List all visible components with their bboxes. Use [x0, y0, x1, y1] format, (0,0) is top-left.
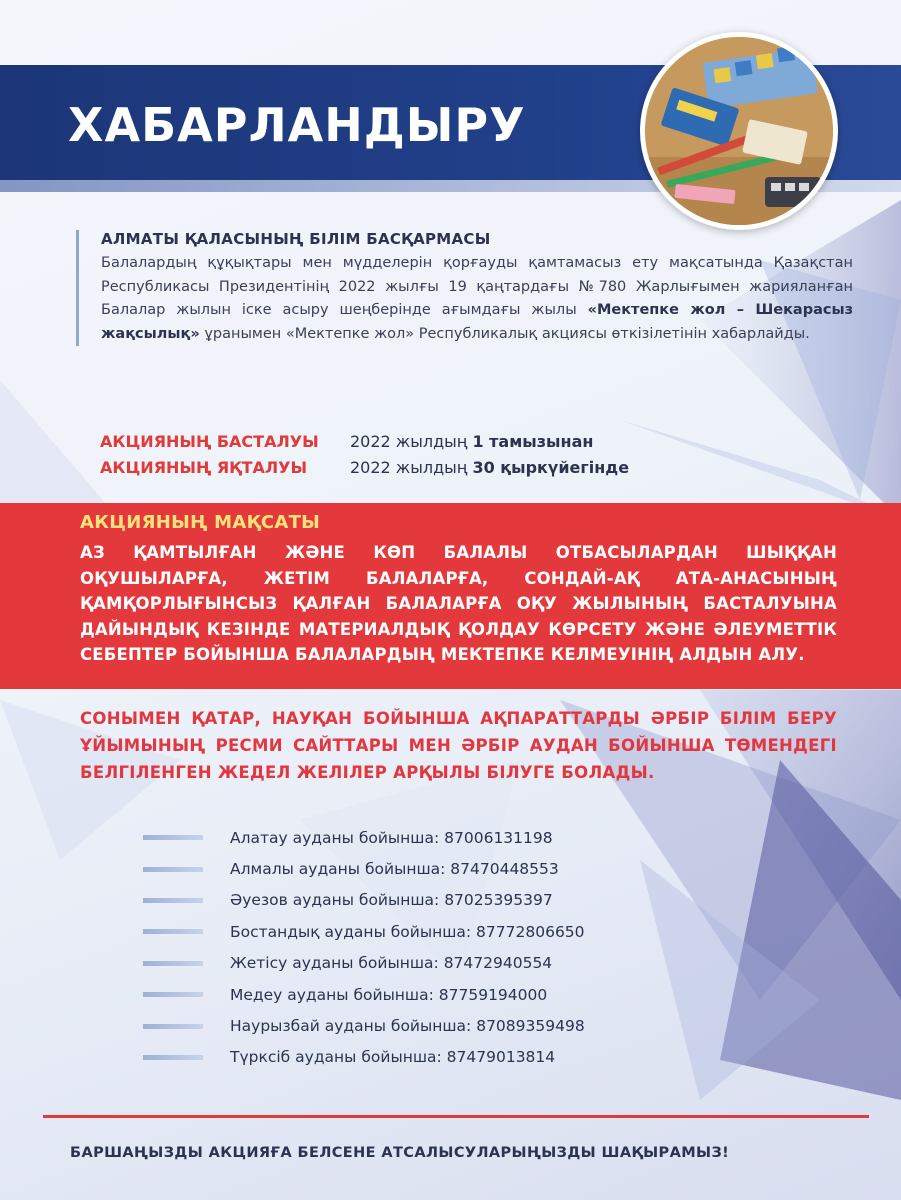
end-date-prefix: 2022 жылдың: [350, 457, 473, 477]
hotline-text: Бостандық ауданы бойынша: 87772806650: [230, 922, 585, 941]
end-date-row: [100, 454, 629, 480]
start-date-prefix: 2022 жылдың: [350, 431, 473, 451]
start-date-label: АКЦИЯНЫҢ БАСТАЛУЫ: [100, 431, 319, 451]
end-date-label: АКЦИЯНЫҢ ЯҚТАЛУЫ: [100, 457, 308, 477]
goal-title: АКЦИЯНЫҢ МАҚСАТЫ: [80, 512, 321, 533]
footer-invitation: БАРШАҢЫЗДЫ АКЦИЯҒА БЕЛСЕНЕ АТСАЛЫСУЛАРЫҢЫЗДЫ ШАҚЫРАМЫЗ!: [70, 1145, 730, 1161]
hotline-text: Алмалы ауданы бойынша: 87470448553: [230, 860, 559, 879]
hotline-list: [143, 822, 585, 1073]
action-dates: [100, 428, 629, 480]
hotline-text: Әуезов ауданы бойынша: 87025395397: [230, 891, 553, 910]
hotline-text: Медеу ауданы бойынша: 87759194000: [230, 985, 548, 1004]
school-supplies-illustration: [645, 37, 833, 225]
start-date-bold: 1 тамызынан: [472, 431, 594, 451]
start-date-row: [100, 428, 629, 454]
intro-body-part1: Балалардың құқықтары мен мүдделерін қорғауды қамтамасыз ету мақсатында Қазақстан Республикасы Президентінің 2022 жылғы 19 қаңтардағы №780 Жарлығымен жарияланған Балалар жылын іске асыру шеңберінде ағымдағы жылы: [101, 255, 853, 318]
hotline-item-almaly: [143, 853, 585, 884]
hotline-item-auezov: [143, 885, 585, 916]
school-supplies-photo: [640, 32, 838, 230]
dash-bullet-icon: [143, 867, 203, 872]
hotline-text: Түрксіб ауданы бойынша: 87479013814: [230, 1048, 556, 1067]
intro-body: [101, 252, 853, 346]
hotline-item-turksib: [143, 1042, 585, 1073]
hotline-text: Алатау ауданы бойынша: 87006131198: [230, 828, 553, 847]
hotline-item-alatau: [143, 822, 585, 853]
hotline-note: СОНЫМЕН ҚАТАР, НАУҚАН БОЙЫНША АҚПАРАТТАРДЫ ӘРБІР БІЛІМ БЕРУ ҰЙЫМЫНЫҢ РЕСМИ САЙТТАРЫ МЕН ӘРБІР АУДАН БОЙЫНША ТӨМЕНДЕГІ БЕЛГІЛЕНГЕН ЖЕДЕЛ ЖЕЛІЛЕР АРҚЫЛЫ БІЛУГЕ БОЛАДЫ.: [80, 709, 837, 782]
dash-bullet-icon: [143, 929, 203, 934]
dash-bullet-icon: [143, 992, 203, 997]
dash-bullet-icon: [143, 1055, 203, 1060]
end-date-value: [350, 458, 629, 477]
dash-bullet-icon: [143, 898, 203, 903]
dash-bullet-icon: [143, 835, 203, 840]
end-date-bold: 30 қыркүйегінде: [472, 457, 630, 477]
hotline-item-zhetisu: [143, 948, 585, 979]
dash-bullet-icon: [143, 1024, 203, 1029]
intro-section: [76, 230, 853, 346]
intro-slogan: «Мектепке жол – Шекарасыз жақсылық»: [101, 302, 854, 342]
intro-body-part2: ұранымен «Мектепке жол» Республикалық акциясы өткізілетінін хабарлайды.: [199, 325, 810, 342]
footer-divider: [43, 1115, 869, 1118]
hotline-item-nauryzbay: [143, 1010, 585, 1041]
hotline-item-bostandyk: [143, 916, 585, 947]
dash-bullet-icon: [143, 961, 203, 966]
intro-heading: АЛМАТЫ ҚАЛАСЫНЫҢ БІЛІМ БАСҚАРМАСЫ: [101, 230, 491, 248]
page-title: ХАБАРЛАНДЫРУ: [68, 98, 526, 152]
hotline-item-medeu: [143, 979, 585, 1010]
hotline-text: Жетісу ауданы бойынша: 87472940554: [230, 954, 553, 973]
start-date-value: [350, 432, 593, 451]
hotline-text: Наурызбай ауданы бойынша: 87089359498: [230, 1017, 585, 1036]
goal-text: АЗ ҚАМТЫЛҒАН ЖӘНЕ КӨП БАЛАЛЫ ОТБАСЫЛАРДАН ШЫҚҚАН ОҚУШЫЛАРҒА, ЖЕТІМ БАЛАЛАРҒА, СОНДАЙ-АҚ АТА-АНАСЫНЫҢ ҚАМҚОРЛЫҒЫНСЫЗ ҚАЛҒАН БАЛАЛАРҒА ОҚУ ЖЫЛЫНЫҢ БАСТАЛУЫНА ДАЙЫНДЫҚ КЕЗІНДЕ МАТЕРИАЛДЫҚ ҚОЛДАУ КӨРСЕТУ ЖӘНЕ ӘЛЕУМЕТТІК СЕБЕПТЕР БОЙЫНША БАЛАЛАРДЫҢ МЕКТЕПКЕ КЕЛМЕУІНІҢ АЛДЫН АЛУ.: [80, 543, 837, 664]
